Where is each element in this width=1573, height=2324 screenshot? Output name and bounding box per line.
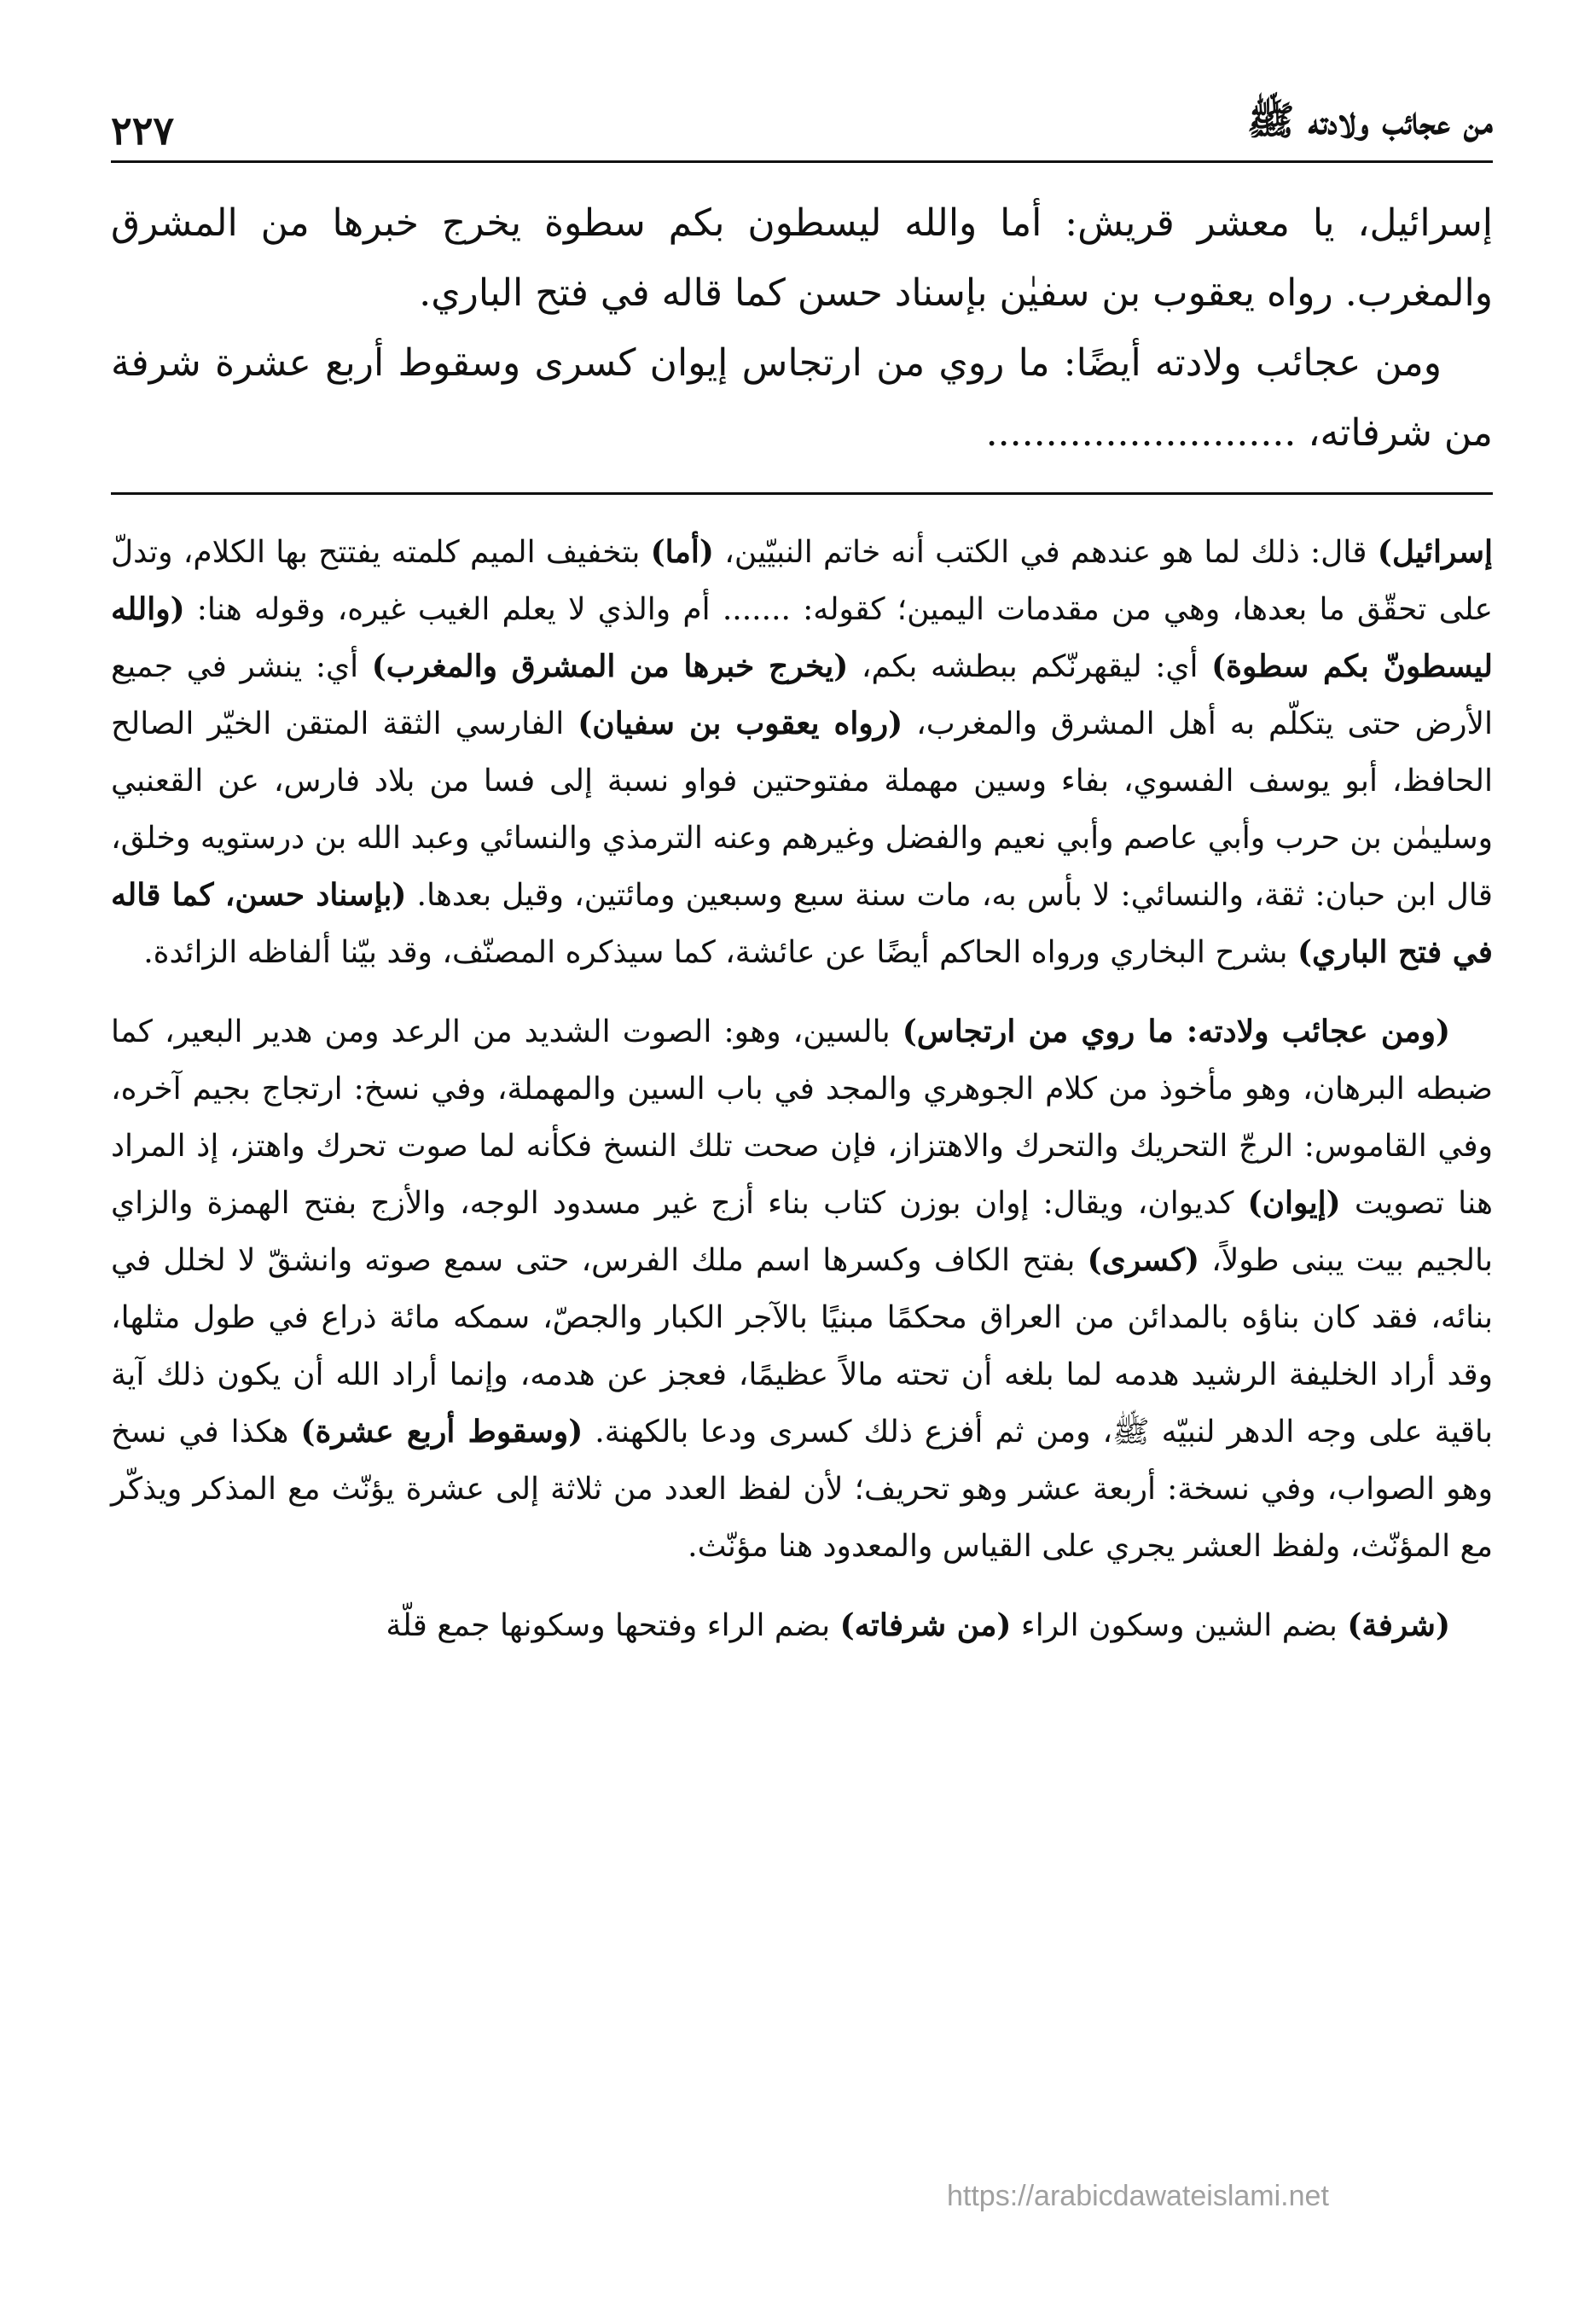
book-page (111, 77, 1493, 1676)
commentary-text: الفارسي الثقة المتقن الخيّر الصالح الحافظ، أبو يوسف الفسوي، بفاء وسين مهملة مفتوحتين فواو نسبة إلى فسا من بلاد فارس، عن القعنبي وسليمٰن بن حرب وأبي عاصم وأبي نعيم والفضل وغيرهم وعنه الترمذي والنسائي وعبد الله بن درستويه وخلق، قال ابن حبان: ثقة، والنسائي: لا بأس به، مات سنة سبع وسبعين ومائتين، وقيل بعدها. (111, 706, 1493, 913)
commentary-text: أي: ليقهرنّكم ببطشه بكم، (848, 649, 1212, 684)
commentary-text: كديوان، ويقال: إوان بوزن كتاب بناء أزج غير مسدود الوجه، والأزج بفتح الهمزة والزاي بالجيم بيت يبنى طولاً، (111, 1186, 1493, 1278)
commentary-text: قال: ذلك لما هو عندهم في الكتب أنه خاتم النبيّين، (713, 535, 1378, 570)
commentary-paragraph (111, 1597, 1493, 1654)
commentary-text: بضم الشين وسكون الراء (1011, 1608, 1348, 1643)
ellipsis-dots: .......................... (985, 411, 1297, 455)
quoted-lemma: (ومن عجائب ولادته: ما روي من ارتجاس) (902, 1014, 1451, 1049)
commentary-text: بفتح الكاف وكسرها اسم ملك الفرس، حتى سمع صوته وانشقّ لا لخلل في بنائه، فقد كان بناؤه بالمدائن من العراق محكمًا مبنيًا بالآجر الكبار والجصّ، سمكه مائة ذراع في طول مثلها، وقد أراد الخليفة الرشيد هدمه لما بلغه أن تحته مالاً عظيمًا، فعجز عن هدمه، وإنما أراد الله أن يكون ذلك آية باقية على وجه الدهر لنبيّه ﷺ، ومن ثم أفزع ذلك كسرى ودعا بالكهنة. (111, 1243, 1493, 1450)
quoted-lemma: (رواه يعقوب بن سفيان) (578, 706, 903, 741)
main-text (111, 189, 1493, 468)
commentary-paragraph (111, 524, 1493, 981)
quoted-lemma: إسرائيل) (1377, 534, 1493, 570)
commentary-paragraph (111, 1003, 1493, 1575)
quoted-lemma: (شرفة) (1347, 1607, 1450, 1643)
commentary-text: أي: ينشر في جميع الأرض حتى يتكلّم به أهل المشرق والمغرب، (111, 649, 1494, 741)
quoted-lemma: (وسقوط أربع عشرة) (300, 1414, 583, 1450)
commentary-text: بالسين، وهو: الصوت الشديد من الرعد ومن هدير البعير، كما ضبطه البرهان، وهو مأخوذ من كلام الجوهري والمجد في باب السين والمهملة، وفي نسخ: ارتجاج بجيم آخره، وفي القاموس: الرجّ التحريك والتحرك والاهتزاز، فإن صحت تلك النسخ فكأنه لما صوت تحرك واهتز، إذ المراد هنا تصويت (111, 1014, 1493, 1221)
commentary-text: بتخفيف الميم كلمته يفتتح بها الكلام، وتدلّ على تحقّق ما بعدها، وهي من مقدمات اليمين؛ كقوله: ....... أم والذي لا يعلم الغيب غيره، وقوله هنا: (111, 535, 1493, 627)
quoted-lemma: (يخرج خبرها من المشرق والمغرب) (371, 648, 849, 684)
running-title: من عجائب ولادته ﷺ (1246, 97, 1493, 143)
page-header (111, 77, 1493, 163)
quoted-lemma: (أما) (650, 534, 714, 570)
commentary-text: هكذا في نسخ وهو الصواب، وفي نسخة: أربعة عشر وهو تحريف؛ لأن لفظ العدد من ثلاثة إلى عشرة يؤنّث مع المذكر ويذكّر مع المؤنّث، ولفظ العشر يجري على القياس والمعدود هنا مؤنّث. (111, 1415, 1493, 1564)
quoted-lemma: (والله ليسطونّ بكم سطوة) (111, 591, 1493, 684)
commentary (111, 524, 1493, 1654)
separator-rule (111, 492, 1493, 495)
main-text-paragraph: إسرائيل، يا معشر قريش: أما والله ليسطون بكم سطوة يخرج خبرها من المشرق والمغرب. رواه يعقوب بن سفيٰن بإسناد حسن كما قاله في فتح الباري. (111, 201, 1493, 315)
watermark: https://arabicdawateislami.net (947, 2180, 1329, 2212)
main-text-paragraph: ومن عجائب ولادته أيضًا: ما روي من ارتجاس إيوان كسرى وسقوط أربع عشرة شرفة من شرفاته، .......................... (111, 341, 1493, 455)
commentary-text: بضم الراء وفتحها وسكونها جمع قلّة (386, 1608, 840, 1643)
commentary-text: بشرح البخاري ورواه الحاكم أيضًا عن عائشة، كما سيذكره المصنّف، وقد بيّنا ألفاظه الزائدة. (143, 935, 1297, 970)
page-number: ٢٢٧ (111, 107, 175, 154)
quoted-lemma: (إيوان) (1247, 1185, 1341, 1221)
quoted-lemma: (من شرفاته) (839, 1607, 1012, 1643)
quoted-lemma: (بإسناد حسن، كما قاله في فتح الباري) (111, 877, 1493, 970)
quoted-lemma: (كسرى) (1087, 1242, 1199, 1278)
